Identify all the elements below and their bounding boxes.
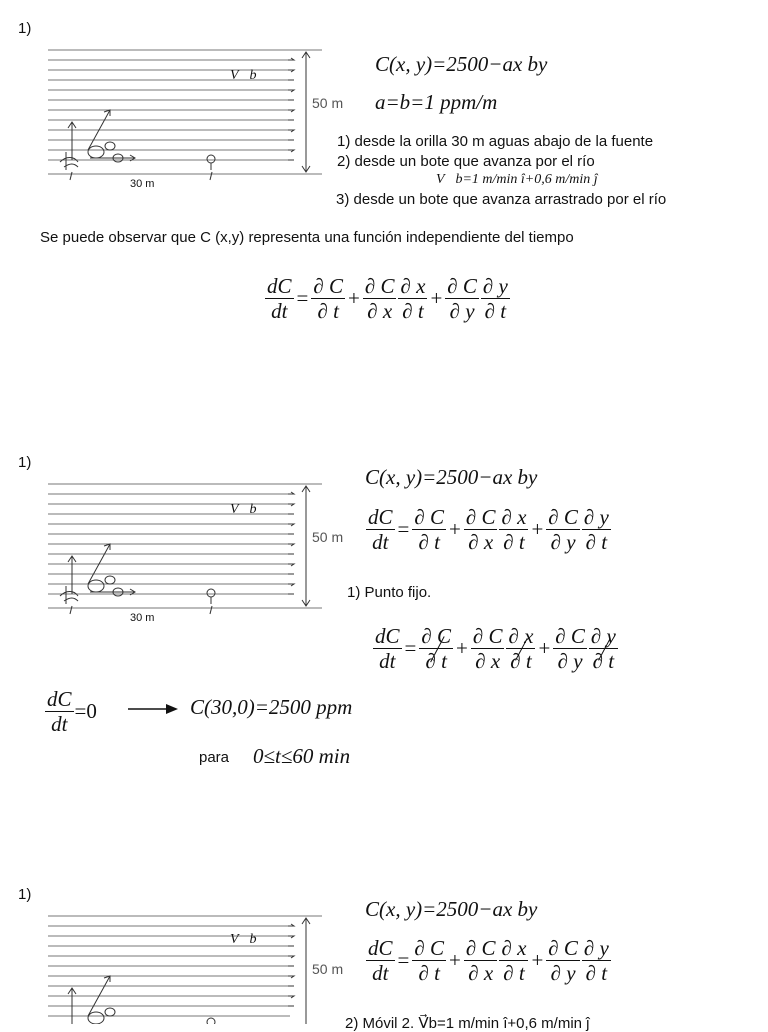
total-derivative-equation: $\frac{dC}{dt}$ = $\frac{\partial C}{\partial t}$ + $\frac{\partial C}{\partial x}$ $\frac{\partial x}{\partial t}$ + $\frac{\partial C}{\partial y}$ $\frac{\partial y}{\partial t}$ (267, 274, 508, 324)
river-sketch-1 (30, 40, 330, 195)
total-derivative-equation-3: $\frac{dC}{dt}$ = $\frac{\partial C}{\partial t}$ + $\frac{\partial C}{\partial x}$ $\frac{\partial x}{\partial t}$ + $\frac{\partial C}{\partial y}$ $\frac{\partial y}{\partial t}$ (368, 936, 609, 986)
crossed-derivative-equation: $\frac{dC}{dt}$ = $\frac{\partial C}{\partial t}$ + $\frac{\partial C}{\partial x}$ $\frac{\partial x}{\partial t}$ + $\frac{\partial C}{\partial y}$ $\frac{\partial y}{\partial t}$ (375, 624, 616, 674)
para-label: para (199, 749, 230, 766)
case-item-3: 3) desde un bote que avanza arrastrado por el río (336, 191, 667, 208)
section1-number: 1) (18, 20, 32, 37)
case-item-2: 2) desde un bote que avanza por el río (337, 153, 595, 170)
vb-label: V⃗b (230, 68, 257, 83)
mobile-label: 2) Móvil 2. V⃗b=1 m/min î+0,6 m/min ĵ (345, 1015, 590, 1032)
concentration-equation-2: C(x, y)=2500−ax by (365, 465, 538, 489)
depth-label-3: 50 m (312, 961, 344, 977)
zero-derivative: $\frac{dC}{dt}$ =0 (47, 687, 97, 737)
strike-dC-dt: $\frac{\partial C}{\partial t}$ (421, 624, 451, 674)
section2-number: 1) (18, 454, 32, 471)
vb-label-2: V⃗b (230, 502, 257, 517)
depth-label: 50 m (312, 95, 344, 111)
concentration-equation-3: C(x, y)=2500−ax by (365, 897, 538, 921)
case-item-1: 1) desde la orilla 30 m aguas abajo de la fuente (337, 133, 654, 150)
implies-arrow-icon (128, 702, 178, 720)
depth-label-2: 50 m (312, 529, 344, 545)
coefficients-equation: a=b=1 ppm/m (375, 90, 498, 114)
observation-note: Se puede observar que C (x,y) representa una función independiente del tiempo (40, 229, 574, 246)
river-sketch-3 (30, 906, 330, 1024)
fixed-point-label: 1) Punto fijo. (347, 584, 432, 601)
distance-label: 30 m (130, 178, 155, 190)
section3-number: 1) (18, 886, 32, 903)
strike-dx-dt: $\frac{\partial x}{\partial t}$ (508, 624, 534, 674)
distance-label-2: 30 m (130, 612, 155, 624)
strike-dy-dt: $\frac{\partial y}{\partial t}$ (590, 624, 616, 674)
concentration-equation: C(x, y)=2500−ax by (375, 52, 548, 76)
river-sketch-2 (30, 474, 330, 629)
total-derivative-equation-2: $\frac{dC}{dt}$ = $\frac{\partial C}{\partial t}$ + $\frac{\partial C}{\partial x}$ $\frac{\partial x}{\partial t}$ + $\frac{\partial C}{\partial y}$ $\frac{\partial y}{\partial t}$ (368, 505, 609, 555)
time-range: 0≤t≤60 min (253, 744, 351, 768)
concentration-result: C(30,0)=2500 ppm (190, 695, 353, 719)
vb-label-3: V⃗b (230, 932, 257, 947)
boat-velocity-formula: V⃗b=1 m/min î+0,6 m/min ĵ (436, 172, 598, 187)
